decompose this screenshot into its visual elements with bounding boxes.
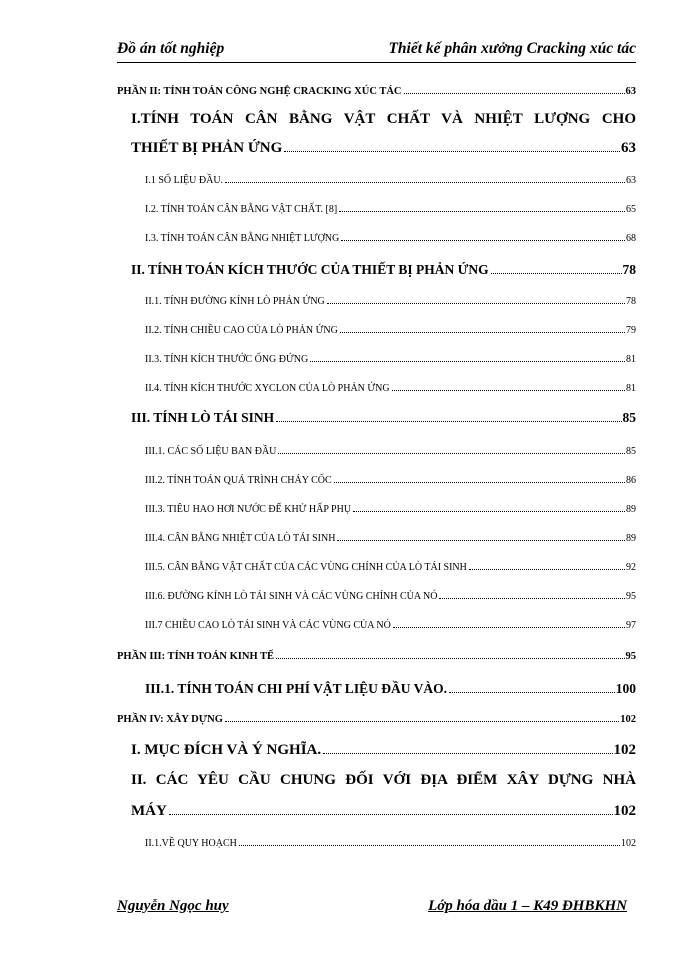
toc-entry[interactable]: II. TÍNH TOÁN KÍCH THƯỚC CỦA THIẾT BỊ PHẢN ỨNG 78 [131,262,636,277]
toc-entry[interactable]: II.2. TÍNH CHIỀU CAO CỦA LÒ PHẢN ỨNG 79 [145,325,636,336]
toc-entry[interactable]: II.3. TÍNH KÍCH THƯỚC ỐNG ĐỨNG 81 [145,354,636,365]
toc-entry[interactable]: II.4. TÍNH KÍCH THƯỚC XYCLON CỦA LÒ PHẢN ỨNG 81 [145,383,636,394]
toc-entry[interactable]: III. TÍNH LÒ TÁI SINH 85 [131,410,636,425]
toc-entry[interactable]: I.1 SỐ LIỆU ĐẦU. 63 [145,175,636,186]
toc-entry[interactable]: I. MỤC ĐÍCH VÀ Ý NGHĨA. 102 [131,742,636,758]
footer-right: Lớp hóa dầu 1 – K49 ĐHBKHN [428,898,627,914]
toc-entry[interactable]: III.1. TÍNH TOÁN CHI PHÍ VẬT LIỆU ĐẦU VÀO. 100 [145,681,636,696]
header-right: Thiết kế phân xưởng Cracking xúc tác [388,40,636,57]
toc-entry[interactable]: PHẦN II: TÍNH TOÁN CÔNG NGHỆ CRACKING XÚC TÁC 63 [117,86,636,97]
toc-entry[interactable]: III.6. ĐƯỜNG KÍNH LÒ TÁI SINH VÀ CÁC VÙNG CHÍNH CỦA NÓ 95 [145,591,636,602]
toc-entry[interactable]: III.5. CÂN BẰNG VẬT CHẤT CỦA CÁC VÙNG CHÍNH CỦA LÒ TÁI SINH 92 [145,562,636,573]
toc-entry[interactable]: THIẾT BỊ PHẢN ỨNG 63 [131,140,636,156]
toc-entry-line1[interactable]: I.TÍNH TOÁN CÂN BẰNG VẬT CHẤT VÀ NHIỆT LƯỢNG CHO [131,111,636,127]
header-left: Đồ án tốt nghiệp [117,40,225,57]
toc-entry[interactable]: I.2. TÍNH TOÁN CÂN BẰNG VẬT CHẤT. [8] 65 [145,204,636,215]
toc-entry[interactable]: MÁY 102 [131,803,636,819]
toc-entry[interactable]: III.4. CÂN BẰNG NHIỆT CỦA LÒ TÁI SINH 89 [145,533,636,544]
toc-entry-line1[interactable]: II. CÁC YÊU CẦU CHUNG ĐỐI VỚI ĐỊA ĐIỂM XÂY DỰNG NHÀ [131,772,636,788]
footer-left: Nguyễn Ngọc huy [117,898,229,914]
toc-entry[interactable]: II.1. TÍNH ĐƯỜNG KÍNH LÒ PHẢN ỨNG 78 [145,296,636,307]
toc-entry[interactable]: III.3. TIÊU HAO HƠI NƯỚC ĐỂ KHỬ HẤP PHỤ 89 [145,504,636,515]
page-header [117,40,636,63]
toc-entry[interactable]: I.3. TÍNH TOÁN CÂN BẰNG NHIỆT LƯỢNG 68 [145,233,636,244]
toc-entry[interactable]: III.1. CÁC SỐ LIỆU BAN ĐẦU 85 [145,446,636,457]
toc-entry[interactable]: PHẦN III: TÍNH TOÁN KINH TẾ 95 [117,651,636,662]
toc-entry[interactable]: II.1.VỀ QUY HOẠCH 102 [145,838,636,849]
toc-entry[interactable]: PHẦN IV: XÂY DỰNG 102 [117,714,636,725]
toc-entry[interactable]: III.2. TÍNH TOÁN QUÁ TRÌNH CHÁY CỐC 86 [145,475,636,486]
toc-entry[interactable]: III.7 CHIỀU CAO LÒ TÁI SINH VÀ CÁC VÙNG CỦA NÓ 97 [145,620,636,631]
